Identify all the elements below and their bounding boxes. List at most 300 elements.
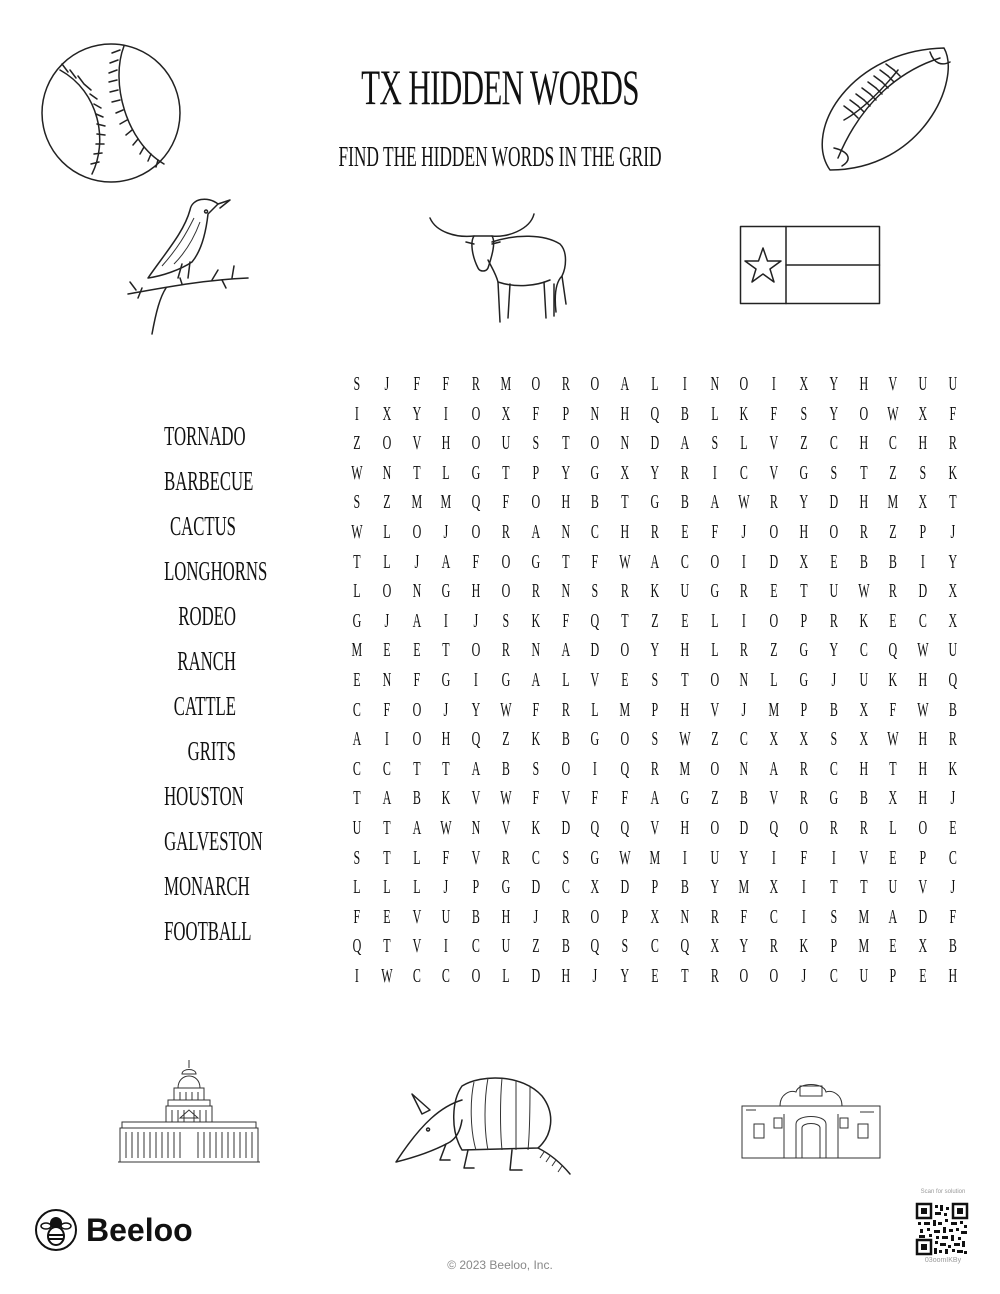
- grid-cell[interactable]: E: [383, 639, 391, 662]
- grid-cell[interactable]: E: [829, 550, 838, 573]
- grid-cell[interactable]: Q: [590, 816, 600, 839]
- grid-cell[interactable]: A: [888, 905, 898, 928]
- grid-cell[interactable]: W: [500, 787, 512, 810]
- grid-cell[interactable]: I: [801, 905, 806, 928]
- grid-cell[interactable]: W: [917, 698, 929, 721]
- grid-cell[interactable]: C: [472, 935, 481, 958]
- grid-cell[interactable]: E: [680, 609, 689, 632]
- grid-cell[interactable]: M: [649, 846, 661, 869]
- grid-cell[interactable]: M: [411, 491, 422, 514]
- grid-cell[interactable]: P: [562, 402, 569, 425]
- grid-cell[interactable]: B: [740, 787, 749, 810]
- grid-cell[interactable]: C: [352, 757, 361, 780]
- grid-cell[interactable]: Y: [620, 964, 630, 987]
- grid-cell[interactable]: I: [801, 876, 806, 899]
- grid-cell[interactable]: J: [592, 964, 598, 987]
- grid-cell[interactable]: F: [472, 550, 480, 573]
- grid-cell[interactable]: R: [948, 432, 957, 455]
- grid-cell[interactable]: E: [919, 964, 927, 987]
- grid-cell[interactable]: F: [562, 609, 569, 632]
- grid-cell[interactable]: W: [351, 461, 363, 484]
- grid-cell[interactable]: N: [739, 668, 749, 691]
- grid-cell[interactable]: I: [682, 846, 687, 869]
- grid-cell[interactable]: K: [531, 728, 541, 751]
- grid-cell[interactable]: Y: [471, 698, 481, 721]
- grid-cell[interactable]: R: [829, 609, 838, 632]
- grid-cell[interactable]: Y: [650, 461, 660, 484]
- grid-cell[interactable]: M: [351, 639, 363, 662]
- grid-cell[interactable]: B: [680, 876, 689, 899]
- grid-cell[interactable]: R: [740, 639, 749, 662]
- grid-cell[interactable]: N: [531, 639, 541, 662]
- grid-cell[interactable]: C: [740, 728, 749, 751]
- grid-cell[interactable]: J: [950, 520, 956, 543]
- grid-cell[interactable]: E: [889, 609, 897, 632]
- grid-cell[interactable]: B: [948, 935, 957, 958]
- grid-cell[interactable]: A: [650, 550, 660, 573]
- grid-cell[interactable]: W: [619, 550, 631, 573]
- grid-cell[interactable]: H: [680, 698, 689, 721]
- grid-cell[interactable]: X: [948, 609, 958, 632]
- grid-cell[interactable]: H: [441, 432, 451, 455]
- grid-cell[interactable]: Z: [353, 432, 361, 455]
- grid-cell[interactable]: D: [561, 816, 570, 839]
- grid-cell[interactable]: Y: [412, 402, 421, 425]
- grid-cell[interactable]: X: [888, 787, 898, 810]
- grid-cell[interactable]: T: [680, 964, 689, 987]
- grid-cell[interactable]: T: [829, 876, 838, 899]
- grid-cell[interactable]: G: [471, 461, 481, 484]
- grid-cell[interactable]: O: [590, 905, 600, 928]
- grid-cell[interactable]: S: [562, 846, 569, 869]
- grid-cell[interactable]: T: [949, 491, 957, 514]
- grid-cell[interactable]: G: [501, 668, 511, 691]
- grid-cell[interactable]: I: [444, 402, 449, 425]
- grid-cell[interactable]: A: [620, 373, 630, 395]
- grid-cell[interactable]: S: [621, 935, 629, 958]
- grid-cell[interactable]: T: [442, 757, 450, 780]
- grid-cell[interactable]: B: [680, 402, 689, 425]
- grid-cell[interactable]: V: [471, 846, 481, 869]
- grid-cell[interactable]: H: [561, 964, 570, 987]
- grid-cell[interactable]: W: [887, 402, 899, 425]
- grid-cell[interactable]: J: [473, 609, 479, 632]
- grid-cell[interactable]: R: [472, 373, 481, 395]
- grid-cell[interactable]: I: [354, 964, 359, 987]
- grid-cell[interactable]: A: [412, 816, 421, 839]
- grid-cell[interactable]: L: [353, 580, 361, 603]
- grid-cell[interactable]: W: [857, 580, 870, 603]
- grid-cell[interactable]: T: [621, 609, 629, 632]
- grid-cell[interactable]: A: [710, 491, 719, 514]
- grid-cell[interactable]: E: [889, 846, 897, 869]
- grid-cell[interactable]: Z: [710, 787, 719, 810]
- grid-cell[interactable]: D: [590, 639, 600, 662]
- grid-cell[interactable]: G: [829, 787, 838, 810]
- grid-cell[interactable]: G: [680, 787, 689, 810]
- grid-cell[interactable]: H: [918, 432, 928, 455]
- grid-cell[interactable]: X: [501, 402, 511, 425]
- grid-cell[interactable]: T: [383, 935, 391, 958]
- grid-cell[interactable]: J: [414, 550, 419, 573]
- grid-cell[interactable]: B: [591, 491, 600, 514]
- grid-cell[interactable]: S: [651, 728, 659, 751]
- grid-cell[interactable]: R: [680, 461, 689, 484]
- grid-cell[interactable]: O: [918, 816, 928, 839]
- grid-cell[interactable]: L: [740, 432, 748, 455]
- grid-cell[interactable]: X: [382, 402, 392, 425]
- grid-cell[interactable]: P: [919, 846, 927, 869]
- grid-cell[interactable]: O: [471, 639, 481, 662]
- grid-cell[interactable]: C: [829, 964, 838, 987]
- grid-cell[interactable]: T: [412, 757, 421, 780]
- grid-cell[interactable]: W: [619, 846, 631, 869]
- grid-cell[interactable]: M: [887, 491, 899, 514]
- grid-cell[interactable]: K: [888, 668, 898, 691]
- grid-cell[interactable]: K: [739, 402, 749, 425]
- grid-cell[interactable]: W: [440, 816, 452, 839]
- grid-cell[interactable]: U: [680, 580, 689, 603]
- grid-cell[interactable]: U: [501, 935, 511, 958]
- grid-cell[interactable]: J: [443, 520, 449, 543]
- grid-cell[interactable]: I: [772, 373, 777, 395]
- grid-cell[interactable]: C: [352, 698, 361, 721]
- grid-cell[interactable]: H: [859, 373, 868, 395]
- grid-cell[interactable]: F: [800, 846, 808, 869]
- grid-cell[interactable]: V: [650, 816, 660, 839]
- grid-cell[interactable]: L: [710, 639, 719, 662]
- grid-cell[interactable]: O: [561, 757, 570, 780]
- grid-cell[interactable]: C: [740, 461, 749, 484]
- grid-cell[interactable]: A: [471, 757, 481, 780]
- grid-cell[interactable]: O: [412, 698, 421, 721]
- grid-cell[interactable]: O: [620, 639, 630, 662]
- grid-cell[interactable]: H: [471, 580, 481, 603]
- grid-cell[interactable]: Z: [800, 432, 808, 455]
- qr-code-icon[interactable]: [916, 1203, 968, 1255]
- grid-cell[interactable]: D: [829, 491, 838, 514]
- grid-cell[interactable]: F: [383, 698, 391, 721]
- grid-cell[interactable]: U: [948, 373, 958, 395]
- grid-cell[interactable]: C: [650, 935, 659, 958]
- grid-cell[interactable]: I: [444, 935, 449, 958]
- grid-cell[interactable]: O: [471, 520, 481, 543]
- grid-cell[interactable]: P: [830, 935, 837, 958]
- grid-cell[interactable]: S: [502, 609, 510, 632]
- grid-cell[interactable]: R: [740, 580, 749, 603]
- grid-cell[interactable]: I: [682, 373, 687, 395]
- grid-cell[interactable]: B: [561, 935, 570, 958]
- grid-cell[interactable]: J: [831, 668, 836, 691]
- grid-cell[interactable]: B: [859, 550, 868, 573]
- grid-cell[interactable]: I: [831, 846, 836, 869]
- grid-cell[interactable]: J: [384, 373, 390, 395]
- grid-cell[interactable]: U: [501, 432, 511, 455]
- grid-cell[interactable]: A: [650, 787, 660, 810]
- grid-cell[interactable]: G: [590, 728, 600, 751]
- grid-cell[interactable]: B: [889, 550, 898, 573]
- grid-cell[interactable]: H: [859, 491, 868, 514]
- grid-cell[interactable]: F: [591, 787, 599, 810]
- grid-cell[interactable]: B: [561, 728, 570, 751]
- grid-cell[interactable]: R: [948, 728, 957, 751]
- grid-cell[interactable]: H: [561, 491, 570, 514]
- grid-cell[interactable]: P: [651, 876, 659, 899]
- grid-cell[interactable]: O: [739, 964, 749, 987]
- grid-cell[interactable]: R: [531, 580, 540, 603]
- grid-cell[interactable]: E: [383, 905, 391, 928]
- grid-cell[interactable]: Z: [770, 639, 778, 662]
- grid-cell[interactable]: O: [710, 668, 719, 691]
- grid-cell[interactable]: T: [353, 787, 361, 810]
- grid-cell[interactable]: M: [768, 698, 780, 721]
- grid-cell[interactable]: W: [381, 964, 393, 987]
- grid-cell[interactable]: Z: [889, 461, 897, 484]
- grid-cell[interactable]: O: [769, 964, 779, 987]
- grid-cell[interactable]: N: [590, 402, 600, 425]
- grid-cell[interactable]: Y: [799, 491, 809, 514]
- grid-cell[interactable]: W: [738, 491, 750, 514]
- grid-cell[interactable]: K: [650, 580, 660, 603]
- grid-cell[interactable]: V: [769, 461, 779, 484]
- grid-cell[interactable]: X: [918, 491, 928, 514]
- grid-cell[interactable]: S: [591, 580, 599, 603]
- grid-cell[interactable]: P: [651, 698, 659, 721]
- grid-cell[interactable]: H: [441, 728, 451, 751]
- grid-cell[interactable]: R: [710, 964, 719, 987]
- grid-cell[interactable]: G: [650, 491, 660, 514]
- grid-cell[interactable]: A: [769, 757, 779, 780]
- grid-cell[interactable]: Q: [769, 816, 779, 839]
- grid-cell[interactable]: Y: [829, 402, 838, 425]
- grid-cell[interactable]: R: [561, 698, 570, 721]
- grid-cell[interactable]: U: [441, 905, 451, 928]
- grid-cell[interactable]: I: [712, 461, 717, 484]
- grid-cell[interactable]: H: [859, 757, 868, 780]
- grid-cell[interactable]: I: [742, 550, 747, 573]
- grid-cell[interactable]: T: [621, 491, 629, 514]
- grid-cell[interactable]: Y: [829, 373, 838, 395]
- grid-cell[interactable]: A: [531, 668, 541, 691]
- grid-cell[interactable]: S: [800, 402, 808, 425]
- grid-cell[interactable]: D: [918, 905, 928, 928]
- grid-cell[interactable]: H: [799, 520, 809, 543]
- grid-cell[interactable]: F: [740, 905, 748, 928]
- grid-cell[interactable]: U: [888, 876, 898, 899]
- grid-cell[interactable]: F: [711, 520, 718, 543]
- grid-cell[interactable]: X: [799, 373, 809, 395]
- grid-cell[interactable]: H: [948, 964, 958, 987]
- grid-cell[interactable]: H: [501, 905, 511, 928]
- grid-cell[interactable]: O: [531, 491, 541, 514]
- grid-cell[interactable]: J: [801, 964, 807, 987]
- grid-cell[interactable]: Q: [471, 491, 481, 514]
- grid-cell[interactable]: A: [382, 787, 392, 810]
- grid-cell[interactable]: Z: [532, 935, 540, 958]
- grid-cell[interactable]: F: [442, 846, 450, 869]
- grid-cell[interactable]: F: [502, 491, 510, 514]
- grid-cell[interactable]: K: [948, 461, 958, 484]
- grid-cell[interactable]: O: [382, 432, 392, 455]
- grid-cell[interactable]: J: [950, 787, 956, 810]
- grid-cell[interactable]: O: [501, 580, 511, 603]
- grid-cell[interactable]: R: [889, 580, 898, 603]
- grid-cell[interactable]: L: [889, 816, 897, 839]
- grid-cell[interactable]: S: [830, 461, 837, 484]
- grid-cell[interactable]: R: [561, 373, 570, 395]
- grid-cell[interactable]: A: [531, 520, 541, 543]
- grid-cell[interactable]: L: [770, 668, 778, 691]
- grid-cell[interactable]: B: [472, 905, 481, 928]
- grid-cell[interactable]: X: [590, 876, 600, 899]
- grid-cell[interactable]: I: [593, 757, 598, 780]
- grid-cell[interactable]: A: [680, 432, 689, 455]
- grid-cell[interactable]: L: [561, 668, 570, 691]
- grid-cell[interactable]: G: [710, 580, 719, 603]
- grid-cell[interactable]: Q: [352, 935, 362, 958]
- grid-cell[interactable]: R: [650, 520, 659, 543]
- grid-cell[interactable]: F: [532, 787, 540, 810]
- grid-cell[interactable]: K: [859, 609, 868, 632]
- grid-cell[interactable]: M: [440, 491, 452, 514]
- grid-cell[interactable]: D: [739, 816, 749, 839]
- grid-cell[interactable]: E: [949, 816, 957, 839]
- grid-cell[interactable]: V: [501, 816, 511, 839]
- grid-cell[interactable]: O: [471, 432, 481, 455]
- grid-cell[interactable]: G: [531, 550, 541, 573]
- grid-cell[interactable]: M: [619, 698, 631, 721]
- grid-cell[interactable]: M: [500, 373, 512, 395]
- grid-cell[interactable]: O: [710, 757, 719, 780]
- grid-cell[interactable]: E: [889, 935, 897, 958]
- grid-cell[interactable]: E: [770, 580, 778, 603]
- grid-cell[interactable]: Y: [829, 639, 838, 662]
- grid-cell[interactable]: V: [769, 787, 779, 810]
- grid-cell[interactable]: C: [680, 550, 689, 573]
- grid-cell[interactable]: L: [651, 373, 659, 395]
- grid-cell[interactable]: N: [382, 668, 392, 691]
- grid-cell[interactable]: Y: [739, 935, 749, 958]
- grid-cell[interactable]: N: [471, 816, 481, 839]
- grid-cell[interactable]: C: [948, 846, 957, 869]
- grid-cell[interactable]: A: [441, 550, 451, 573]
- grid-cell[interactable]: Q: [650, 402, 660, 425]
- grid-cell[interactable]: F: [949, 905, 957, 928]
- grid-cell[interactable]: Q: [471, 728, 481, 751]
- grid-cell[interactable]: P: [800, 609, 808, 632]
- grid-cell[interactable]: T: [680, 668, 689, 691]
- grid-cell[interactable]: H: [620, 402, 630, 425]
- grid-cell[interactable]: C: [829, 432, 838, 455]
- grid-cell[interactable]: N: [561, 520, 570, 543]
- grid-cell[interactable]: O: [710, 550, 719, 573]
- grid-cell[interactable]: L: [383, 520, 391, 543]
- grid-cell[interactable]: P: [800, 698, 808, 721]
- grid-cell[interactable]: H: [918, 757, 928, 780]
- grid-cell[interactable]: L: [412, 846, 421, 869]
- grid-cell[interactable]: L: [591, 698, 599, 721]
- grid-cell[interactable]: O: [471, 964, 481, 987]
- grid-cell[interactable]: M: [858, 905, 869, 928]
- grid-cell[interactable]: B: [501, 757, 510, 780]
- grid-cell[interactable]: C: [382, 757, 391, 780]
- grid-cell[interactable]: U: [352, 816, 362, 839]
- grid-cell[interactable]: W: [500, 698, 512, 721]
- grid-cell[interactable]: U: [948, 639, 958, 662]
- grid-cell[interactable]: L: [383, 550, 391, 573]
- grid-cell[interactable]: G: [441, 580, 451, 603]
- grid-cell[interactable]: U: [710, 846, 719, 869]
- grid-cell[interactable]: F: [770, 402, 778, 425]
- grid-cell[interactable]: O: [769, 609, 779, 632]
- grid-cell[interactable]: T: [561, 550, 570, 573]
- grid-cell[interactable]: E: [621, 668, 629, 691]
- grid-cell[interactable]: D: [620, 876, 630, 899]
- grid-cell[interactable]: K: [948, 757, 958, 780]
- grid-cell[interactable]: K: [531, 816, 541, 839]
- grid-cell[interactable]: Q: [620, 816, 630, 839]
- grid-cell[interactable]: Y: [710, 876, 719, 899]
- grid-cell[interactable]: I: [772, 846, 777, 869]
- grid-cell[interactable]: W: [917, 639, 929, 662]
- grid-cell[interactable]: C: [919, 609, 928, 632]
- grid-cell[interactable]: Q: [948, 668, 958, 691]
- grid-cell[interactable]: Z: [651, 609, 659, 632]
- grid-cell[interactable]: A: [561, 639, 570, 662]
- grid-cell[interactable]: P: [532, 461, 540, 484]
- grid-cell[interactable]: O: [590, 373, 600, 395]
- grid-cell[interactable]: F: [532, 402, 540, 425]
- grid-cell[interactable]: S: [353, 846, 361, 869]
- grid-cell[interactable]: B: [948, 698, 957, 721]
- grid-cell[interactable]: S: [353, 373, 361, 395]
- grid-cell[interactable]: P: [621, 905, 629, 928]
- grid-cell[interactable]: D: [650, 432, 660, 455]
- grid-cell[interactable]: X: [918, 935, 928, 958]
- grid-cell[interactable]: X: [620, 461, 630, 484]
- grid-cell[interactable]: Z: [889, 520, 897, 543]
- grid-cell[interactable]: X: [769, 876, 779, 899]
- grid-cell[interactable]: R: [859, 520, 868, 543]
- grid-cell[interactable]: R: [501, 639, 510, 662]
- grid-cell[interactable]: T: [442, 639, 450, 662]
- grid-cell[interactable]: B: [680, 491, 689, 514]
- grid-cell[interactable]: B: [829, 698, 838, 721]
- grid-cell[interactable]: W: [351, 520, 363, 543]
- grid-cell[interactable]: J: [950, 876, 956, 899]
- grid-cell[interactable]: I: [921, 550, 926, 573]
- grid-cell[interactable]: R: [561, 905, 570, 928]
- grid-cell[interactable]: C: [531, 846, 540, 869]
- grid-cell[interactable]: V: [918, 876, 928, 899]
- grid-cell[interactable]: F: [889, 698, 897, 721]
- grid-cell[interactable]: F: [621, 787, 629, 810]
- grid-cell[interactable]: T: [561, 432, 570, 455]
- grid-cell[interactable]: C: [561, 876, 570, 899]
- grid-cell[interactable]: A: [352, 728, 362, 751]
- grid-cell[interactable]: V: [769, 432, 779, 455]
- grid-cell[interactable]: X: [769, 728, 779, 751]
- grid-cell[interactable]: H: [918, 668, 928, 691]
- grid-cell[interactable]: B: [859, 787, 868, 810]
- grid-cell[interactable]: O: [412, 728, 421, 751]
- grid-cell[interactable]: N: [739, 757, 749, 780]
- grid-cell[interactable]: U: [859, 668, 868, 691]
- grid-cell[interactable]: G: [441, 668, 451, 691]
- grid-cell[interactable]: K: [799, 935, 809, 958]
- grid-cell[interactable]: J: [533, 905, 539, 928]
- grid-cell[interactable]: S: [532, 432, 540, 455]
